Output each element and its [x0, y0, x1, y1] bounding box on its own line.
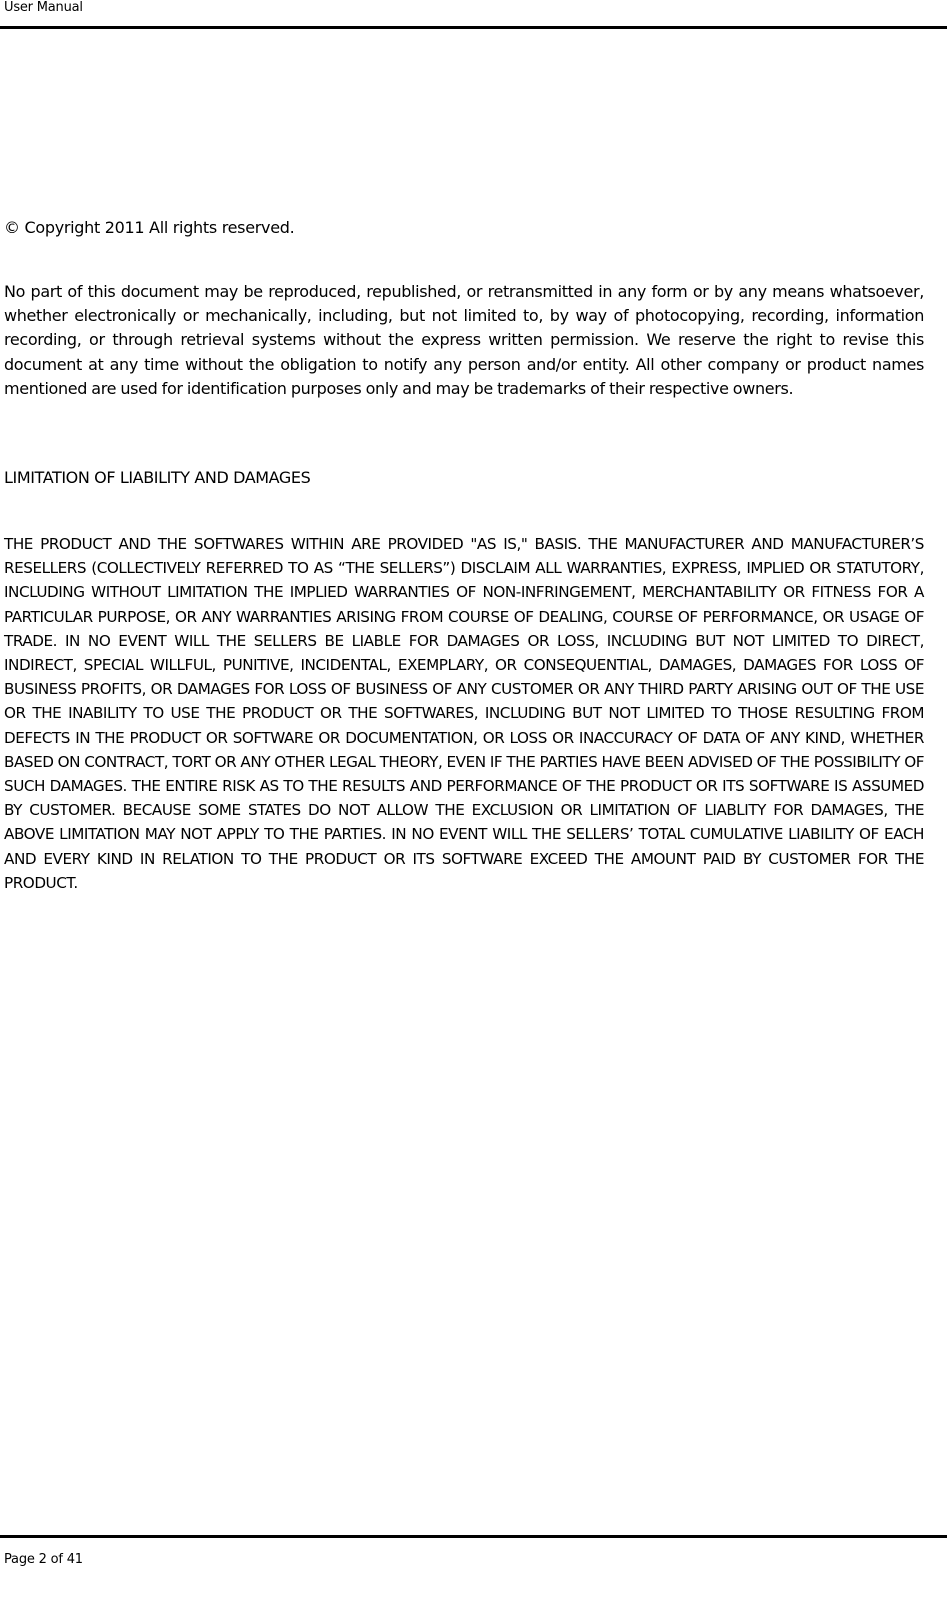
liability-heading: LIMITATION OF LIABILITY AND DAMAGES	[4, 468, 311, 487]
footer-divider	[0, 1535, 947, 1538]
header-divider	[0, 26, 947, 29]
copyright-notice: © Copyright 2011 All rights reserved.	[4, 218, 295, 237]
liability-paragraph: THE PRODUCT AND THE SOFTWARES WITHIN ARE PROVIDED "AS IS," BASIS. THE MANUFACTURER AND MANUFACTURER’S RESELLERS (COLLECTIVELY REFERRED TO AS “THE SELLERS”) DISCLAIM ALL WARRANTIES, EXPRESS, IMPLIED OR STATUTORY, INCLUDING WITHOUT LIMITATION THE IMPLIED WARRANTIES OF NON-INFRINGEMENT, MERCHANTABILITY OR FITNESS FOR A PARTICULAR PURPOSE, OR ANY WARRANTIES ARISING FROM COURSE OF DEALING, COURSE OF PERFORMANCE, OR USAGE OF TRADE. IN NO EVENT WILL THE SELLERS BE LIABLE FOR DAMAGES OR LOSS, INCLUDING BUT NOT LIMITED TO DIRECT, INDIRECT, SPECIAL WILLFUL, PUNITIVE, INCIDENTAL, EXEMPLARY, OR CONSEQUENTIAL, DAMAGES, DAMAGES FOR LOSS OF BUSINESS PROFITS, OR DAMAGES FOR LOSS OF BUSINESS OF ANY CUSTOMER OR ANY THIRD PARTY ARISING OUT OF THE USE OR THE INABILITY TO USE THE PRODUCT OR THE SOFTWARES, INCLUDING BUT NOT LIMITED TO THOSE RESULTING FROM DEFECTS IN THE PRODUCT OR SOFTWARE OR DOCUMENTATION, OR LOSS OR INACCURACY OF DATA OF ANY KIND, WHETHER BASED ON CONTRACT, TORT OR ANY OTHER LEGAL THEORY, EVEN IF THE PARTIES HAVE BEEN ADVISED OF THE POSSIBILITY OF SUCH DAMAGES. THE ENTIRE RISK AS TO THE RESULTS AND PERFORMANCE OF THE PRODUCT OR ITS SOFTWARE IS ASSUMED BY CUSTOMER. BECAUSE SOME STATES DO NOT ALLOW THE EXCLUSION OR LIMITATION OF LIABLITY FOR DAMAGES, THE ABOVE LIMITATION MAY NOT APPLY TO THE PARTIES. IN NO EVENT WILL THE SELLERS’ TOTAL CUMULATIVE LIABILITY OF EACH AND EVERY KIND IN RELATION TO THE PRODUCT OR ITS SOFTWARE EXCEED THE AMOUNT PAID BY CUSTOMER FOR THE PRODUCT.	[4, 535, 924, 892]
total-pages: 41	[66, 1552, 83, 1567]
intro-paragraph: No part of this document may be reproduced, republished, or retransmitted in any form or by any means whatsoever, whether electronically or mechanically, including, but not limited to, by way of photocopying, recording, information recording, or through retrieval systems without the express written permission. We reserve the right to revise this document at any time without the obligation to notify any person and/or entity. All other company or product names mentioned are used for identification purposes only and may be trademarks of their respective owners.	[4, 282, 924, 398]
page-number: 2	[38, 1552, 47, 1567]
page-footer	[4, 1552, 83, 1568]
of-label: of	[50, 1552, 63, 1567]
page-label: Page	[4, 1552, 35, 1567]
header-title: User Manual	[4, 0, 83, 15]
